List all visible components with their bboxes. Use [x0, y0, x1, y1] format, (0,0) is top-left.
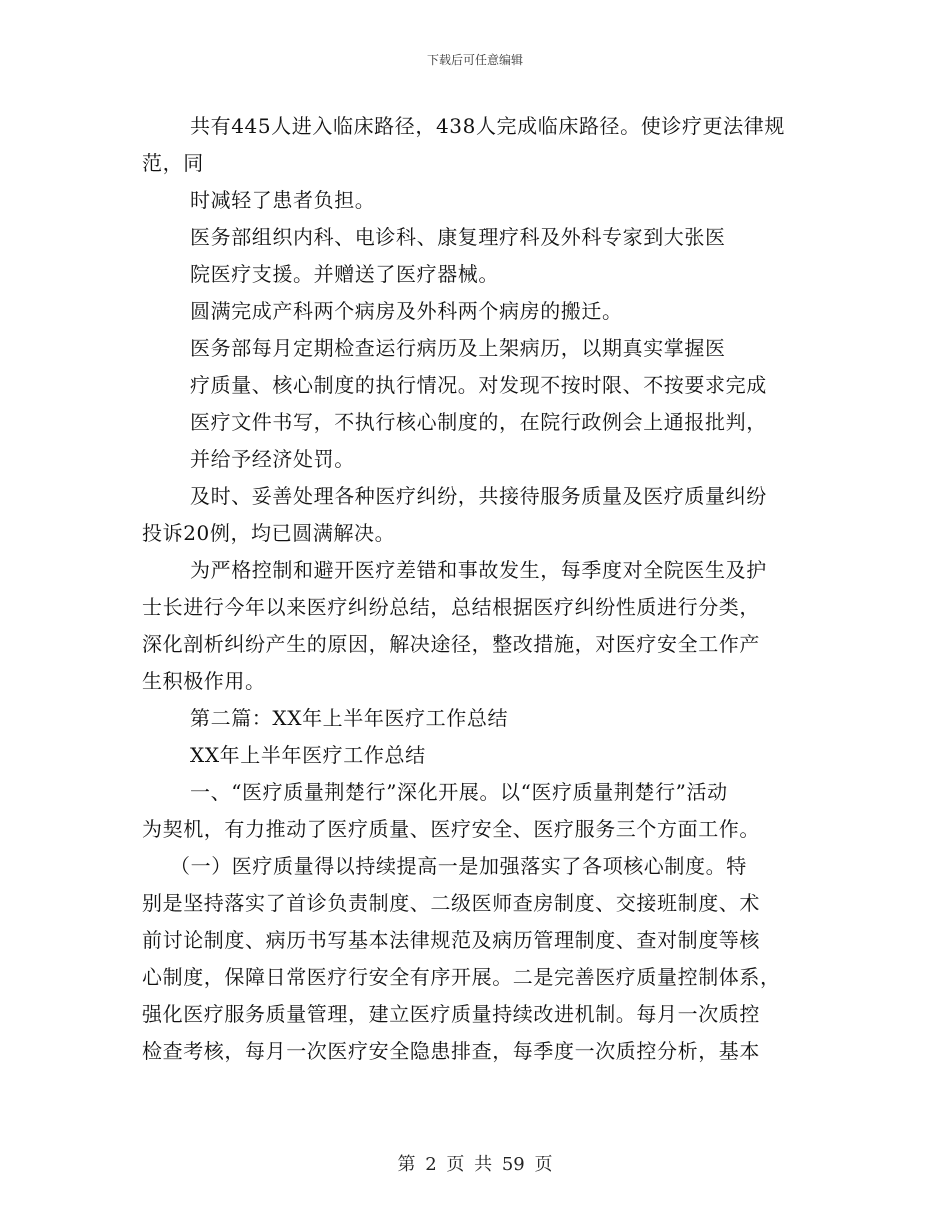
page-header-note: 下载后可任意编辑 — [426, 53, 523, 67]
text-line: 强化医疗服务质量管理，建立医疗质量持续改进机制。每月一次质控 — [142, 1002, 760, 1026]
text-line: 范，同 — [142, 151, 204, 175]
text-line: 生积极作用。 — [142, 669, 266, 693]
text-line: 医务部组织内科、电诊科、康复理疗科及外科专家到大张医 — [190, 225, 726, 249]
text-line: 第二篇：XX年上半年医疗工作总结 — [190, 706, 509, 730]
text-line: （一）医疗质量得以持续提高一是加强落实了各项核心制度。特 — [170, 854, 747, 878]
text-line: 医务部每月定期检查运行病历及上架病历，以期真实掌握医 — [190, 336, 726, 360]
text-line: 深化剖析纠纷产生的原因，解决途径，整改措施，对医疗安全工作产 — [142, 632, 760, 656]
text-line: 圆满完成产科两个病房及外科两个病房的搬迁。 — [190, 299, 623, 323]
text-line: 检查考核，每月一次医疗安全隐患排查，每季度一次质控分析，基本 — [142, 1039, 760, 1063]
text-line: 一、“医疗质量荆楚行”深化开展。以“医疗质量荆楚行”活动 — [190, 780, 728, 804]
text-line: 及时、妥善处理各种医疗纠纷，共接待服务质量及医疗质量纠纷 — [190, 484, 767, 508]
text-line: 为契机，有力推动了医疗质量、医疗安全、医疗服务三个方面工作。 — [142, 817, 760, 841]
text-line: 心制度，保障日常医疗行安全有序开展。二是完善医疗质量控制体系， — [142, 965, 781, 989]
document-body — [142, 108, 812, 1070]
text-line: 投诉20例，均已圆满解决。 — [142, 521, 396, 545]
text-line: 院医疗支援。并赠送了医疗器械。 — [190, 262, 499, 286]
text-line: 共有445人进入临床路径，438人完成临床路径。使诊疗更法律规 — [190, 114, 785, 138]
text-line: 医疗文件书写，不执行核心制度的，在院行政例会上通报批判， — [190, 410, 767, 434]
text-line: 疗质量、核心制度的执行情况。对发现不按时限、不按要求完成 — [190, 373, 767, 397]
text-line: 时减轻了患者负担。 — [190, 188, 376, 212]
text-line: XX年上半年医疗工作总结 — [190, 743, 426, 767]
text-line: 为严格控制和避开医疗差错和事故发生，每季度对全院医生及护 — [190, 558, 767, 582]
page-number-footer: 第 2 页 共 59 页 — [397, 1154, 553, 1175]
text-line: 并给予经济处罚。 — [190, 447, 355, 471]
text-line: 前讨论制度、病历书写基本法律规范及病历管理制度、查对制度等核 — [142, 928, 760, 952]
text-line: 别是坚持落实了首诊负责制度、二级医师查房制度、交接班制度、术 — [142, 891, 760, 915]
text-line: 士长进行今年以来医疗纠纷总结，总结根据医疗纠纷性质进行分类， — [142, 595, 760, 619]
